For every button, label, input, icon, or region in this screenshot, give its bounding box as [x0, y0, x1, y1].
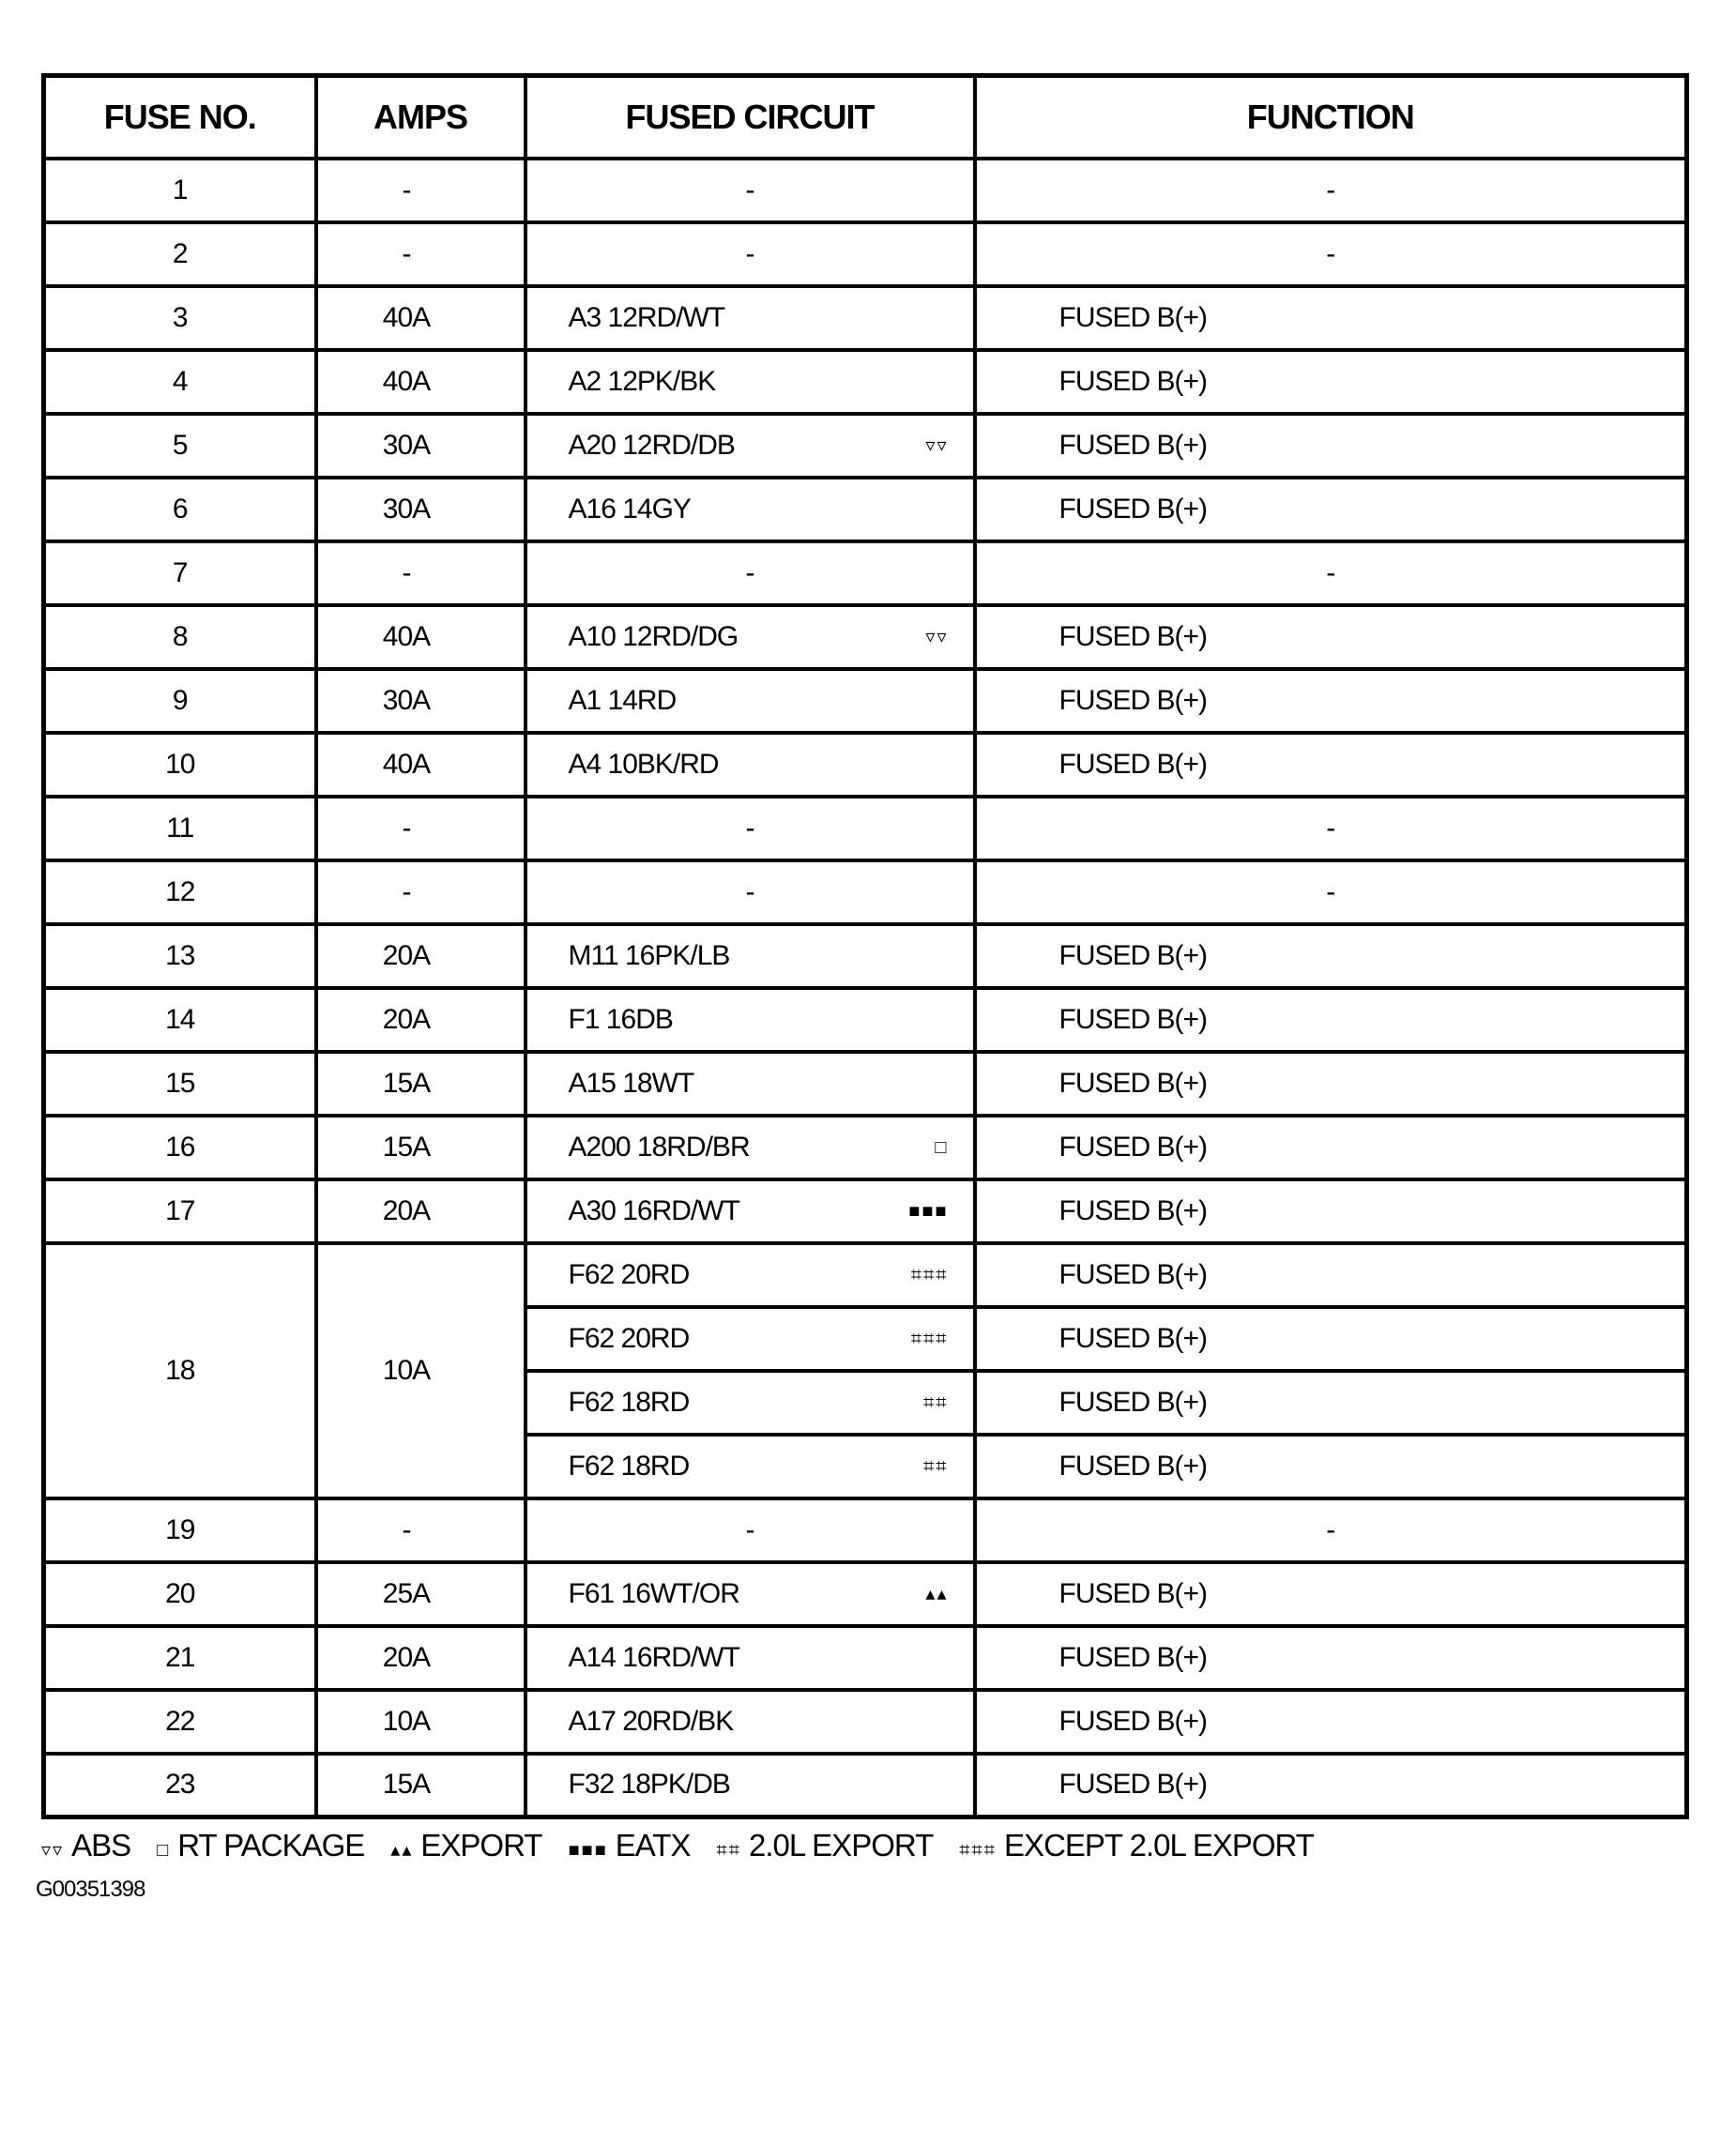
fused-circuit-text: F61 16WT/OR: [568, 1577, 739, 1609]
circuit-symbol-icon: ▿▿: [925, 434, 949, 456]
circuit-symbol-icon: ⌗⌗⌗: [910, 1328, 949, 1349]
function: -: [975, 860, 1687, 924]
fused-circuit: [525, 1498, 975, 1562]
fuse-amps: -: [316, 159, 525, 222]
function: FUSED B(+): [975, 1371, 1687, 1435]
function: FUSED B(+): [975, 1052, 1687, 1116]
fused-circuit-content: [527, 175, 973, 206]
function: FUSED B(+): [975, 669, 1687, 733]
header-row: [44, 76, 1687, 159]
fuse-amps: 40A: [316, 286, 525, 350]
fused-circuit: [525, 222, 975, 286]
table-row: [44, 669, 1687, 733]
legend-label: ABS: [71, 1828, 131, 1863]
fuse-amps: -: [316, 1498, 525, 1562]
fused-circuit: [525, 541, 975, 605]
fuse-number: 20: [44, 1562, 316, 1626]
header-fused-circuit: FUSED CIRCUIT: [525, 76, 975, 159]
fused-circuit-content: [569, 1387, 949, 1419]
fused-circuit-text: A4 10BK/RD: [568, 748, 719, 780]
fused-circuit-text: A20 12RD/DB: [568, 429, 735, 461]
fused-circuit: [525, 733, 975, 797]
fused-circuit-text: -: [745, 556, 754, 588]
legend-item: [568, 1827, 690, 1869]
fused-circuit-content: [569, 940, 949, 972]
header-function: FUNCTION: [975, 76, 1687, 159]
function: FUSED B(+): [975, 1307, 1687, 1371]
fuse-number: 10: [44, 733, 316, 797]
legend-symbol-icon: ■■■: [568, 1840, 608, 1861]
function: FUSED B(+): [975, 733, 1687, 797]
fused-circuit-content: [569, 494, 949, 525]
fused-circuit-text: A30 16RD/WT: [568, 1194, 739, 1226]
fuse-number: 8: [44, 605, 316, 669]
fused-circuit: [525, 669, 975, 733]
fused-circuit: [525, 478, 975, 541]
table-row: [44, 797, 1687, 860]
fuse-amps: 30A: [316, 478, 525, 541]
fuse-amps: 10A: [316, 1243, 525, 1498]
legend-label: EXCEPT 2.0L EXPORT: [1004, 1828, 1314, 1863]
legend-symbol-icon: ⌗⌗: [716, 1840, 741, 1861]
function: FUSED B(+): [975, 286, 1687, 350]
function: FUSED B(+): [975, 1243, 1687, 1307]
fused-circuit: [525, 1754, 975, 1817]
fused-circuit: [525, 159, 975, 222]
table-row: [44, 988, 1687, 1052]
legend-item: [41, 1827, 130, 1869]
fused-circuit: [525, 1243, 975, 1307]
fuse-amps: 40A: [316, 733, 525, 797]
fuse-number: 5: [44, 414, 316, 478]
fused-circuit-content: [569, 685, 949, 717]
fused-circuit: [525, 1626, 975, 1690]
fuse-amps: 10A: [316, 1690, 525, 1754]
fused-circuit-text: F62 20RD: [568, 1322, 690, 1354]
fuse-number: 11: [44, 797, 316, 860]
fused-circuit: [525, 797, 975, 860]
table-row: [44, 1179, 1687, 1243]
legend-symbol-icon: □: [157, 1840, 171, 1861]
fused-circuit-text: A10 12RD/DG: [568, 620, 739, 652]
fuse-number: 17: [44, 1179, 316, 1243]
fused-circuit-content: [569, 366, 949, 398]
circuit-symbol-icon: ■■■: [908, 1200, 949, 1222]
fuse-number: 21: [44, 1626, 316, 1690]
fused-circuit-text: -: [745, 875, 754, 907]
fused-circuit-content: [569, 1068, 949, 1100]
fused-circuit-text: A200 18RD/BR: [568, 1131, 750, 1163]
fused-circuit-content: [569, 430, 949, 462]
legend-label: 2.0L EXPORT: [749, 1828, 934, 1863]
fused-circuit: [525, 605, 975, 669]
function: FUSED B(+): [975, 1435, 1687, 1498]
fused-circuit-content: [569, 1769, 949, 1801]
fused-circuit: [525, 1116, 975, 1179]
fused-circuit-text: A15 18WT: [568, 1067, 694, 1099]
fuse-amps: -: [316, 860, 525, 924]
table-row: [44, 1052, 1687, 1116]
function: FUSED B(+): [975, 414, 1687, 478]
fused-circuit-content: [569, 1706, 949, 1738]
fused-circuit: [525, 924, 975, 988]
fused-circuit-text: F1 16DB: [568, 1003, 673, 1035]
fuse-amps: -: [316, 541, 525, 605]
table-row: [44, 1243, 1687, 1307]
fused-circuit-content: [569, 1323, 949, 1355]
function: FUSED B(+): [975, 1626, 1687, 1690]
function: FUSED B(+): [975, 1179, 1687, 1243]
fused-circuit-content: [569, 621, 949, 653]
fused-circuit-content: [527, 1514, 973, 1546]
fused-circuit-content: [527, 557, 973, 589]
fuse-number: 15: [44, 1052, 316, 1116]
table-row: [44, 1562, 1687, 1626]
circuit-symbol-icon: ▴▴: [925, 1583, 949, 1604]
table-row: [44, 860, 1687, 924]
table-row: [44, 924, 1687, 988]
function: -: [975, 1498, 1687, 1562]
fused-circuit-text: F62 18RD: [568, 1450, 690, 1482]
fused-circuit: [525, 1052, 975, 1116]
table-row: [44, 350, 1687, 414]
header-amps: AMPS: [316, 76, 525, 159]
table-row: [44, 733, 1687, 797]
fuse-number: 2: [44, 222, 316, 286]
function: FUSED B(+): [975, 1116, 1687, 1179]
fused-circuit: [525, 1690, 975, 1754]
legend-label: EATX: [615, 1828, 691, 1863]
fuse-number: 16: [44, 1116, 316, 1179]
fused-circuit-content: [569, 1132, 949, 1163]
fused-circuit: [525, 1562, 975, 1626]
fused-circuit: [525, 1371, 975, 1435]
fuse-number: 13: [44, 924, 316, 988]
fused-circuit-text: A2 12PK/BK: [568, 365, 716, 397]
table-row: [44, 605, 1687, 669]
fuse-number: 7: [44, 541, 316, 605]
fuse-amps: 40A: [316, 605, 525, 669]
circuit-symbol-icon: ▿▿: [925, 626, 949, 647]
fused-circuit: [525, 414, 975, 478]
fuse-amps: 25A: [316, 1562, 525, 1626]
function: -: [975, 541, 1687, 605]
fuse-amps: 30A: [316, 414, 525, 478]
fused-circuit-text: F62 18RD: [568, 1386, 690, 1418]
fuse-number: 12: [44, 860, 316, 924]
fuse-table: [41, 73, 1689, 1819]
fused-circuit-text: A17 20RD/BK: [568, 1705, 734, 1737]
fused-circuit-content: [569, 749, 949, 781]
legend: [41, 1827, 1689, 1869]
fuse-amps: -: [316, 797, 525, 860]
page-content: [36, 73, 1689, 1903]
function: FUSED B(+): [975, 1562, 1687, 1626]
function: FUSED B(+): [975, 350, 1687, 414]
fused-circuit-text: A14 16RD/WT: [568, 1641, 739, 1673]
fused-circuit: [525, 286, 975, 350]
legend-item: [716, 1827, 933, 1869]
table-row: [44, 1754, 1687, 1817]
table-row: [44, 478, 1687, 541]
fused-circuit-text: -: [745, 1513, 754, 1545]
fused-circuit-content: [569, 1578, 949, 1610]
table-row: [44, 1690, 1687, 1754]
function: FUSED B(+): [975, 1690, 1687, 1754]
table-row: [44, 1626, 1687, 1690]
fused-circuit: [525, 350, 975, 414]
fused-circuit: [525, 1307, 975, 1371]
circuit-symbol-icon: □: [935, 1136, 949, 1158]
table-row: [44, 222, 1687, 286]
function: -: [975, 159, 1687, 222]
fused-circuit-text: F62 20RD: [568, 1258, 690, 1290]
legend-item: [959, 1827, 1314, 1869]
fuse-number: 4: [44, 350, 316, 414]
legend-symbol-icon: ▴▴: [390, 1840, 414, 1861]
fuse-number: 14: [44, 988, 316, 1052]
fused-circuit-text: -: [745, 237, 754, 269]
fuse-amps: 20A: [316, 1179, 525, 1243]
fuse-number: 23: [44, 1754, 316, 1817]
fused-circuit: [525, 860, 975, 924]
fuse-number: 22: [44, 1690, 316, 1754]
table-row: [44, 286, 1687, 350]
fused-circuit-content: [527, 876, 973, 908]
legend-symbol-icon: ⌗⌗⌗: [959, 1840, 997, 1861]
fuse-number: 9: [44, 669, 316, 733]
fused-circuit-content: [569, 1259, 949, 1291]
fused-circuit-content: [527, 238, 973, 270]
function: FUSED B(+): [975, 1754, 1687, 1817]
legend-symbol-icon: ▿▿: [41, 1840, 65, 1861]
legend-item: [157, 1827, 364, 1869]
table-row: [44, 414, 1687, 478]
fused-circuit-content: [569, 1642, 949, 1674]
circuit-symbol-icon: ⌗⌗: [922, 1391, 949, 1413]
fuse-amps: 15A: [316, 1754, 525, 1817]
fuse-number: 6: [44, 478, 316, 541]
function: FUSED B(+): [975, 924, 1687, 988]
fused-circuit: [525, 1179, 975, 1243]
fuse-number: 19: [44, 1498, 316, 1562]
fused-circuit-content: [569, 1004, 949, 1036]
fuse-number: 1: [44, 159, 316, 222]
fused-circuit-text: A16 14GY: [568, 493, 691, 525]
circuit-symbol-icon: ⌗⌗⌗: [910, 1264, 949, 1285]
table-row: [44, 159, 1687, 222]
legend-label: RT PACKAGE: [177, 1828, 365, 1863]
fused-circuit-text: -: [745, 174, 754, 205]
function: FUSED B(+): [975, 478, 1687, 541]
fused-circuit-content: [569, 1195, 949, 1227]
function: -: [975, 222, 1687, 286]
fused-circuit-text: A3 12RD/WT: [568, 301, 725, 333]
fused-circuit: [525, 988, 975, 1052]
fused-circuit-text: M11 16PK/LB: [568, 939, 730, 971]
fuse-number: 18: [44, 1243, 316, 1498]
fuse-amps: 30A: [316, 669, 525, 733]
legend-label: EXPORT: [420, 1828, 542, 1863]
fused-circuit-text: -: [745, 812, 754, 844]
fused-circuit-text: F32 18PK/DB: [568, 1769, 730, 1801]
fused-circuit: [525, 1435, 975, 1498]
function: FUSED B(+): [975, 605, 1687, 669]
fuse-amps: 15A: [316, 1052, 525, 1116]
table-row: [44, 1116, 1687, 1179]
table-row: [44, 541, 1687, 605]
fuse-amps: 20A: [316, 988, 525, 1052]
figure-code: G00351398: [36, 1877, 145, 1902]
fuse-number: 3: [44, 286, 316, 350]
fuse-amps: 20A: [316, 1626, 525, 1690]
legend-item: [390, 1827, 541, 1869]
fuse-amps: 15A: [316, 1116, 525, 1179]
fuse-amps: -: [316, 222, 525, 286]
fuse-amps: 40A: [316, 350, 525, 414]
header-fuse-no: FUSE NO.: [44, 76, 316, 159]
circuit-symbol-icon: ⌗⌗: [922, 1455, 949, 1477]
function: FUSED B(+): [975, 988, 1687, 1052]
table-body: [44, 159, 1687, 1817]
fused-circuit-content: [527, 813, 973, 844]
fused-circuit-text: A1 14RD: [568, 684, 677, 716]
fused-circuit-content: [569, 1451, 949, 1483]
fused-circuit-content: [569, 302, 949, 334]
function: -: [975, 797, 1687, 860]
fuse-amps: 20A: [316, 924, 525, 988]
table-row: [44, 1498, 1687, 1562]
